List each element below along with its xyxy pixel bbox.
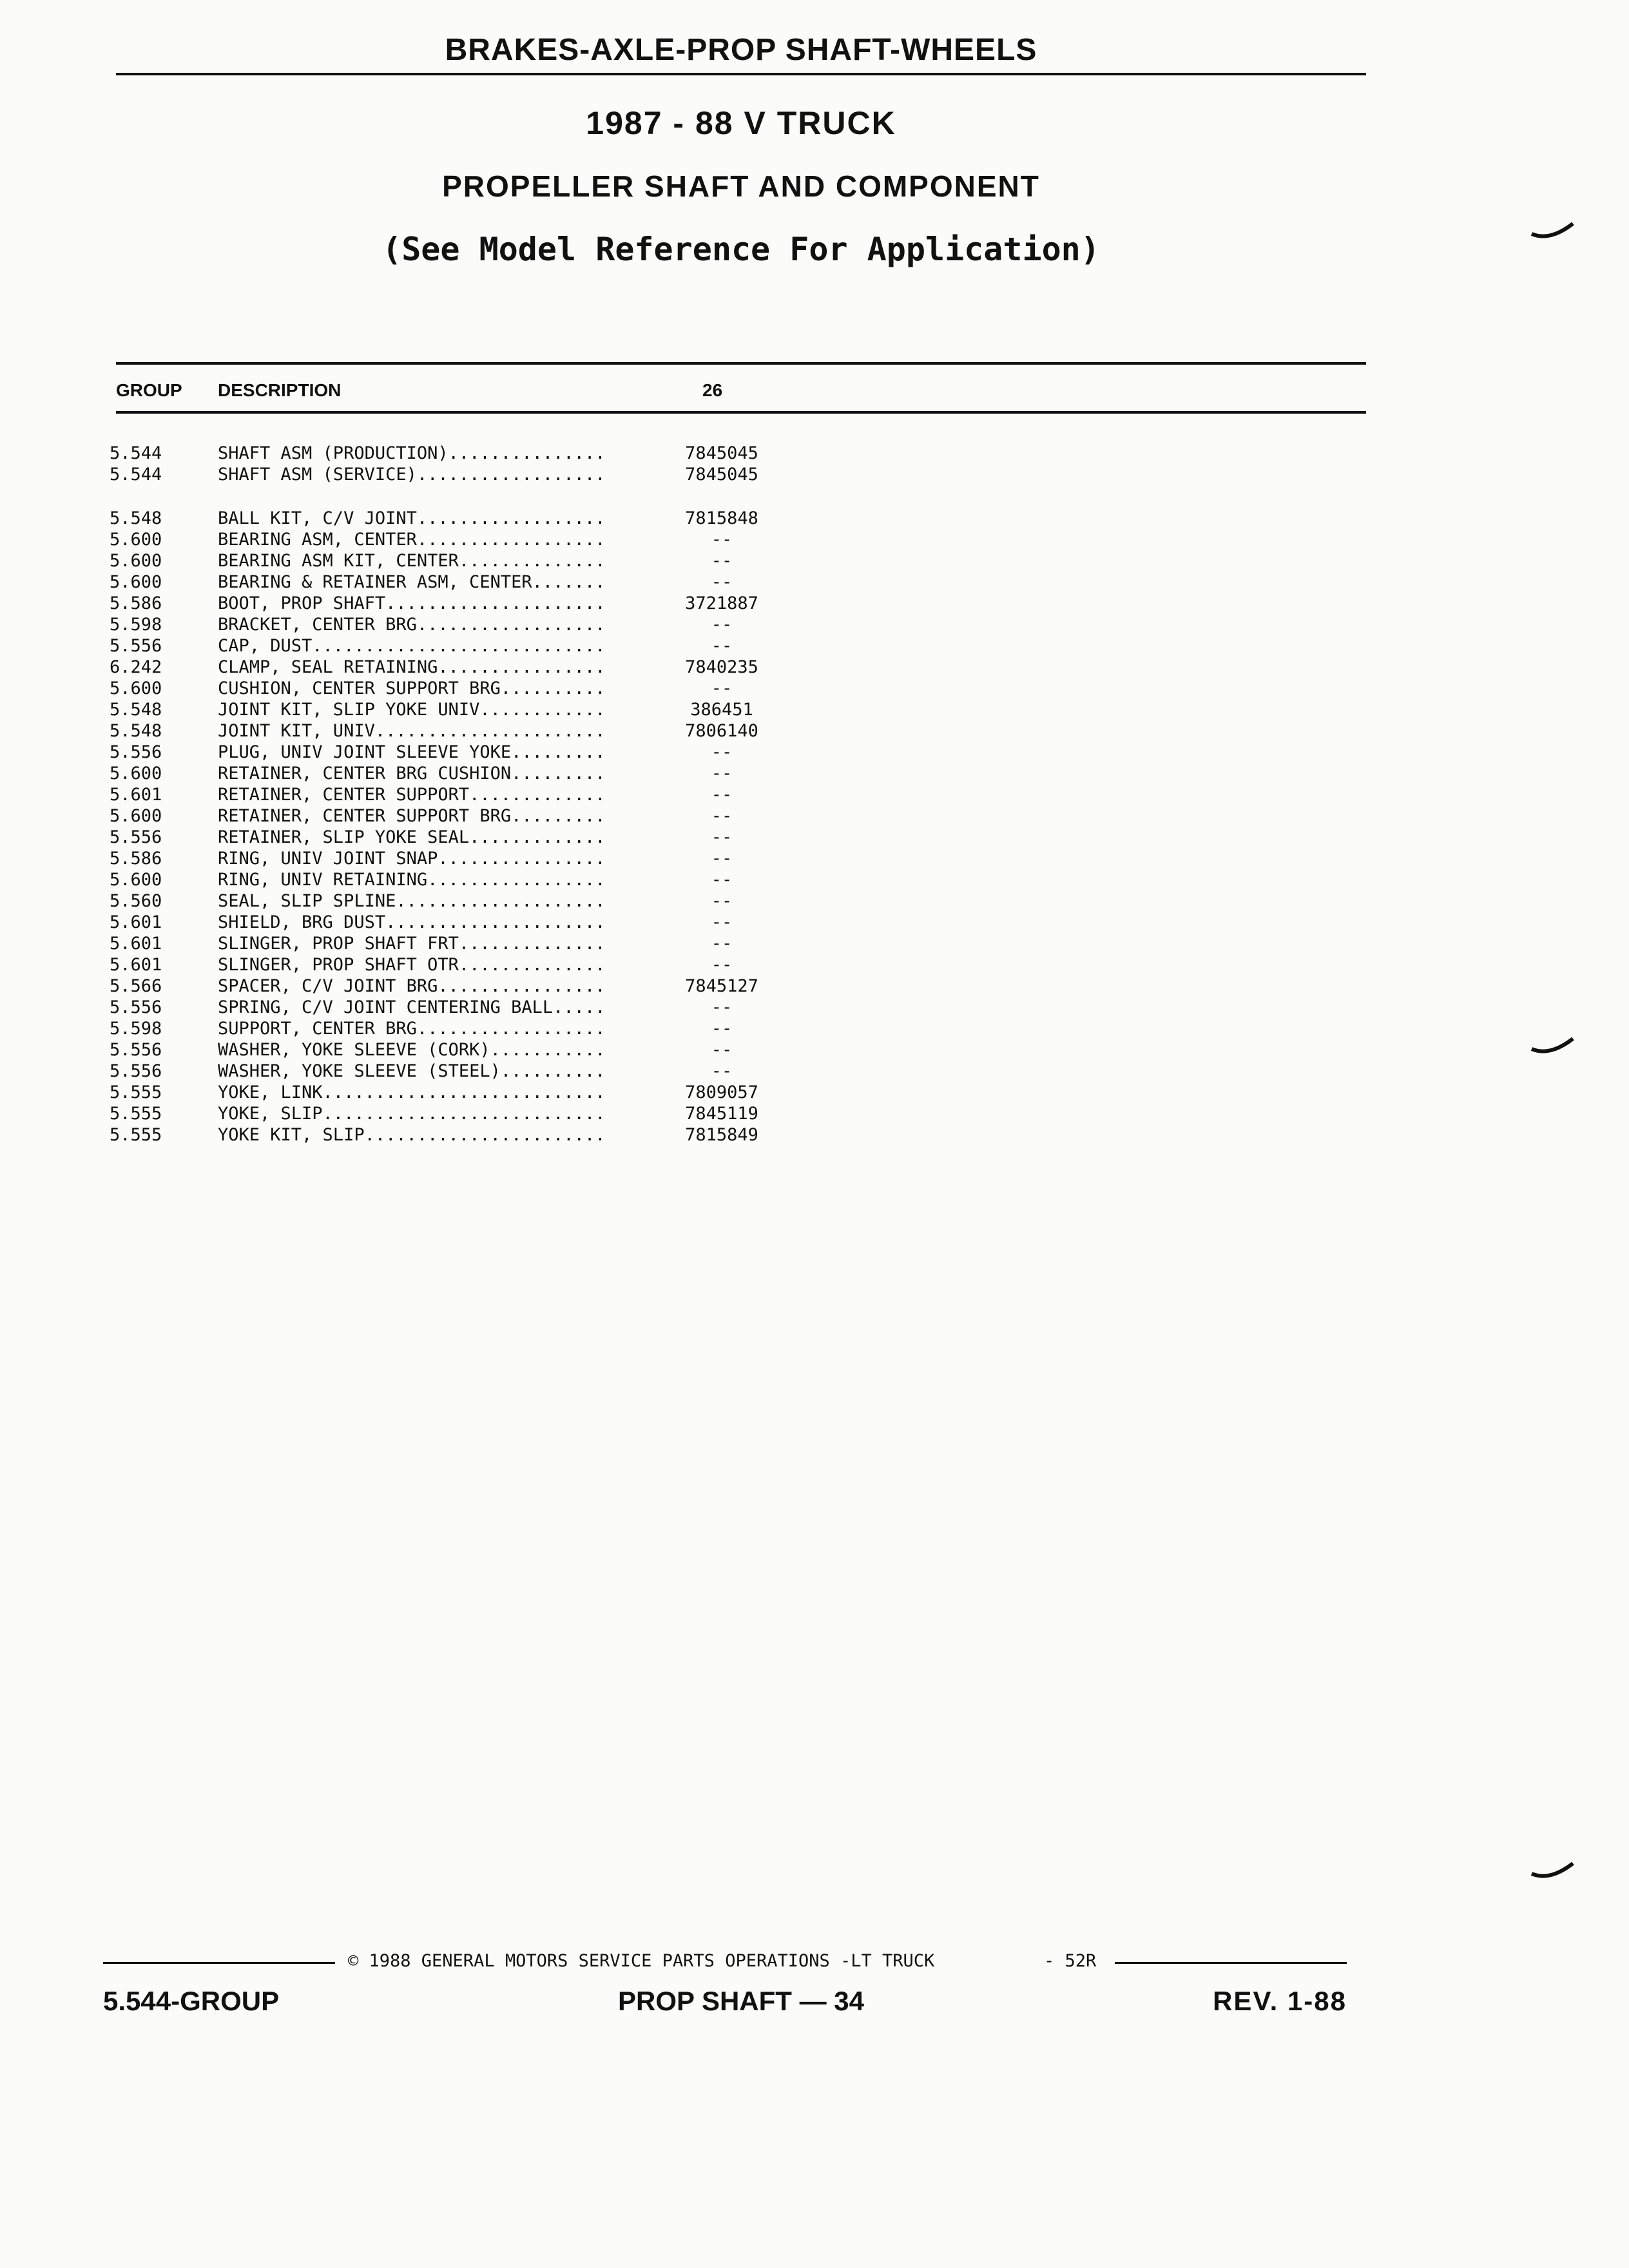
- group-cell: 5.600: [110, 551, 162, 571]
- group-cell: 5.601: [110, 912, 162, 932]
- description-cell: YOKE KIT, SLIP.......................: [218, 1125, 606, 1145]
- group-cell: 5.598: [110, 1019, 162, 1039]
- group-cell: 5.555: [110, 1125, 162, 1145]
- part-number-cell: --: [711, 1040, 733, 1060]
- description-cell: WASHER, YOKE SLEEVE (STEEL)..........: [218, 1061, 606, 1081]
- description-cell: SPACER, C/V JOINT BRG................: [218, 976, 606, 996]
- copyright-text: © 1988 GENERAL MOTORS SERVICE PARTS OPERATIONS -LT TRUCK: [348, 1951, 935, 1971]
- part-number-cell: 7845127: [685, 976, 758, 996]
- part-number-cell: 7809057: [685, 1082, 758, 1102]
- description-cell: RETAINER, CENTER SUPPORT BRG.........: [218, 806, 606, 826]
- group-cell: 5.586: [110, 849, 162, 869]
- part-number-cell: --: [711, 551, 733, 571]
- part-number-cell: --: [711, 849, 733, 869]
- group-cell: 5.600: [110, 678, 162, 698]
- group-cell: 5.600: [110, 764, 162, 783]
- part-number-cell: --: [711, 636, 733, 656]
- description-cell: BEARING ASM, CENTER..................: [218, 530, 606, 550]
- group-cell: 5.601: [110, 955, 162, 975]
- part-number-cell: --: [711, 955, 733, 975]
- part-number-cell: 7845119: [685, 1104, 758, 1124]
- part-number-cell: --: [711, 615, 733, 635]
- description-cell: CLAMP, SEAL RETAINING................: [218, 657, 606, 677]
- group-cell: 5.556: [110, 636, 162, 656]
- part-number-cell: --: [711, 572, 733, 592]
- footer-rule-left: [103, 1962, 335, 1964]
- description-cell: PLUG, UNIV JOINT SLEEVE YOKE.........: [218, 742, 606, 762]
- description-cell: JOINT KIT, SLIP YOKE UNIV............: [218, 700, 606, 720]
- description-cell: WASHER, YOKE SLEEVE (CORK)...........: [218, 1040, 606, 1060]
- description-cell: SPRING, C/V JOINT CENTERING BALL.....: [218, 997, 606, 1017]
- part-number-cell: --: [711, 785, 733, 805]
- part-number-cell: --: [711, 934, 733, 954]
- part-number-cell: --: [711, 742, 733, 762]
- part-number-cell: --: [711, 678, 733, 698]
- group-cell: 5.544: [110, 443, 162, 463]
- part-number-cell: --: [711, 530, 733, 550]
- group-cell: 5.548: [110, 721, 162, 741]
- part-number-cell: --: [711, 827, 733, 847]
- description-cell: RING, UNIV RETAINING.................: [218, 870, 606, 890]
- part-number-cell: 7815849: [685, 1125, 758, 1145]
- table-header-rule-top: [116, 362, 1366, 365]
- part-number-cell: --: [711, 891, 733, 911]
- description-cell: YOKE, LINK...........................: [218, 1082, 606, 1102]
- column-header-group: GROUP: [116, 380, 182, 400]
- description-cell: SEAL, SLIP SPLINE....................: [218, 891, 606, 911]
- group-cell: 5.600: [110, 870, 162, 890]
- group-cell: 5.600: [110, 530, 162, 550]
- group-cell: 5.556: [110, 1061, 162, 1081]
- description-cell: YOKE, SLIP...........................: [218, 1104, 606, 1124]
- footer-revision: REV. 1-88: [1213, 1986, 1347, 2016]
- application-note: (See Model Reference For Application): [382, 231, 1100, 268]
- description-cell: BEARING & RETAINER ASM, CENTER.......: [218, 572, 606, 592]
- description-cell: RETAINER, CENTER BRG CUSHION.........: [218, 764, 606, 783]
- component-title: PROPELLER SHAFT AND COMPONENT: [442, 169, 1040, 203]
- description-cell: SUPPORT, CENTER BRG..................: [218, 1019, 606, 1039]
- group-cell: 5.556: [110, 827, 162, 847]
- description-cell: BEARING ASM KIT, CENTER..............: [218, 551, 606, 571]
- group-cell: 5.601: [110, 785, 162, 805]
- part-number-cell: --: [711, 1019, 733, 1039]
- description-cell: JOINT KIT, UNIV......................: [218, 721, 606, 741]
- part-number-cell: --: [711, 997, 733, 1017]
- group-cell: 5.598: [110, 615, 162, 635]
- description-cell: BRACKET, CENTER BRG..................: [218, 615, 606, 635]
- description-cell: SHAFT ASM (SERVICE)..................: [218, 465, 606, 485]
- group-cell: 5.600: [110, 572, 162, 592]
- group-cell: 5.548: [110, 700, 162, 720]
- group-cell: 5.548: [110, 508, 162, 528]
- column-header-model: 26: [702, 380, 723, 400]
- part-number-cell: 7845045: [685, 465, 758, 485]
- group-cell: 5.544: [110, 465, 162, 485]
- group-cell: 5.586: [110, 593, 162, 613]
- group-cell: 5.566: [110, 976, 162, 996]
- footer-page-label: PROP SHAFT — 34: [618, 1986, 864, 2016]
- description-cell: CAP, DUST............................: [218, 636, 606, 656]
- check-mark-icon: [1530, 1037, 1576, 1057]
- part-number-cell: 386451: [690, 700, 753, 720]
- description-cell: SHIELD, BRG DUST.....................: [218, 912, 606, 932]
- table-header-rule-bottom: [116, 411, 1366, 414]
- part-number-cell: --: [711, 1061, 733, 1081]
- description-cell: SHAFT ASM (PRODUCTION)...............: [218, 443, 606, 463]
- part-number-cell: 3721887: [685, 593, 758, 613]
- column-header-description: DESCRIPTION: [218, 380, 342, 400]
- part-number-cell: 7840235: [685, 657, 758, 677]
- page-id: - 52R: [1044, 1951, 1097, 1971]
- part-number-cell: 7806140: [685, 721, 758, 741]
- group-cell: 5.555: [110, 1104, 162, 1124]
- footer-group-label: 5.544-GROUP: [103, 1986, 280, 2016]
- description-cell: BALL KIT, C/V JOINT..................: [218, 508, 606, 528]
- description-cell: RETAINER, CENTER SUPPORT.............: [218, 785, 606, 805]
- part-number-cell: --: [711, 912, 733, 932]
- description-cell: CUSHION, CENTER SUPPORT BRG..........: [218, 678, 606, 698]
- description-cell: RETAINER, SLIP YOKE SEAL.............: [218, 827, 606, 847]
- description-cell: BOOT, PROP SHAFT.....................: [218, 593, 606, 613]
- check-mark-icon: [1530, 222, 1576, 242]
- description-cell: SLINGER, PROP SHAFT OTR..............: [218, 955, 606, 975]
- part-number-cell: --: [711, 764, 733, 783]
- group-cell: 5.556: [110, 742, 162, 762]
- check-mark-icon: [1530, 1862, 1576, 1881]
- description-cell: SLINGER, PROP SHAFT FRT..............: [218, 934, 606, 954]
- part-number-cell: 7845045: [685, 443, 758, 463]
- group-cell: 5.555: [110, 1082, 162, 1102]
- part-number-cell: 7815848: [685, 508, 758, 528]
- group-cell: 5.600: [110, 806, 162, 826]
- header-rule: [116, 73, 1366, 75]
- vehicle-title: 1987 - 88 V TRUCK: [586, 105, 896, 141]
- footer-rule-right: [1115, 1962, 1347, 1964]
- group-cell: 5.556: [110, 997, 162, 1017]
- part-number-cell: --: [711, 870, 733, 890]
- part-number-cell: --: [711, 806, 733, 826]
- group-cell: 5.560: [110, 891, 162, 911]
- group-cell: 5.556: [110, 1040, 162, 1060]
- description-cell: RING, UNIV JOINT SNAP................: [218, 849, 606, 869]
- group-cell: 5.601: [110, 934, 162, 954]
- group-cell: 6.242: [110, 657, 162, 677]
- section-title: BRAKES-AXLE-PROP SHAFT-WHEELS: [445, 33, 1037, 67]
